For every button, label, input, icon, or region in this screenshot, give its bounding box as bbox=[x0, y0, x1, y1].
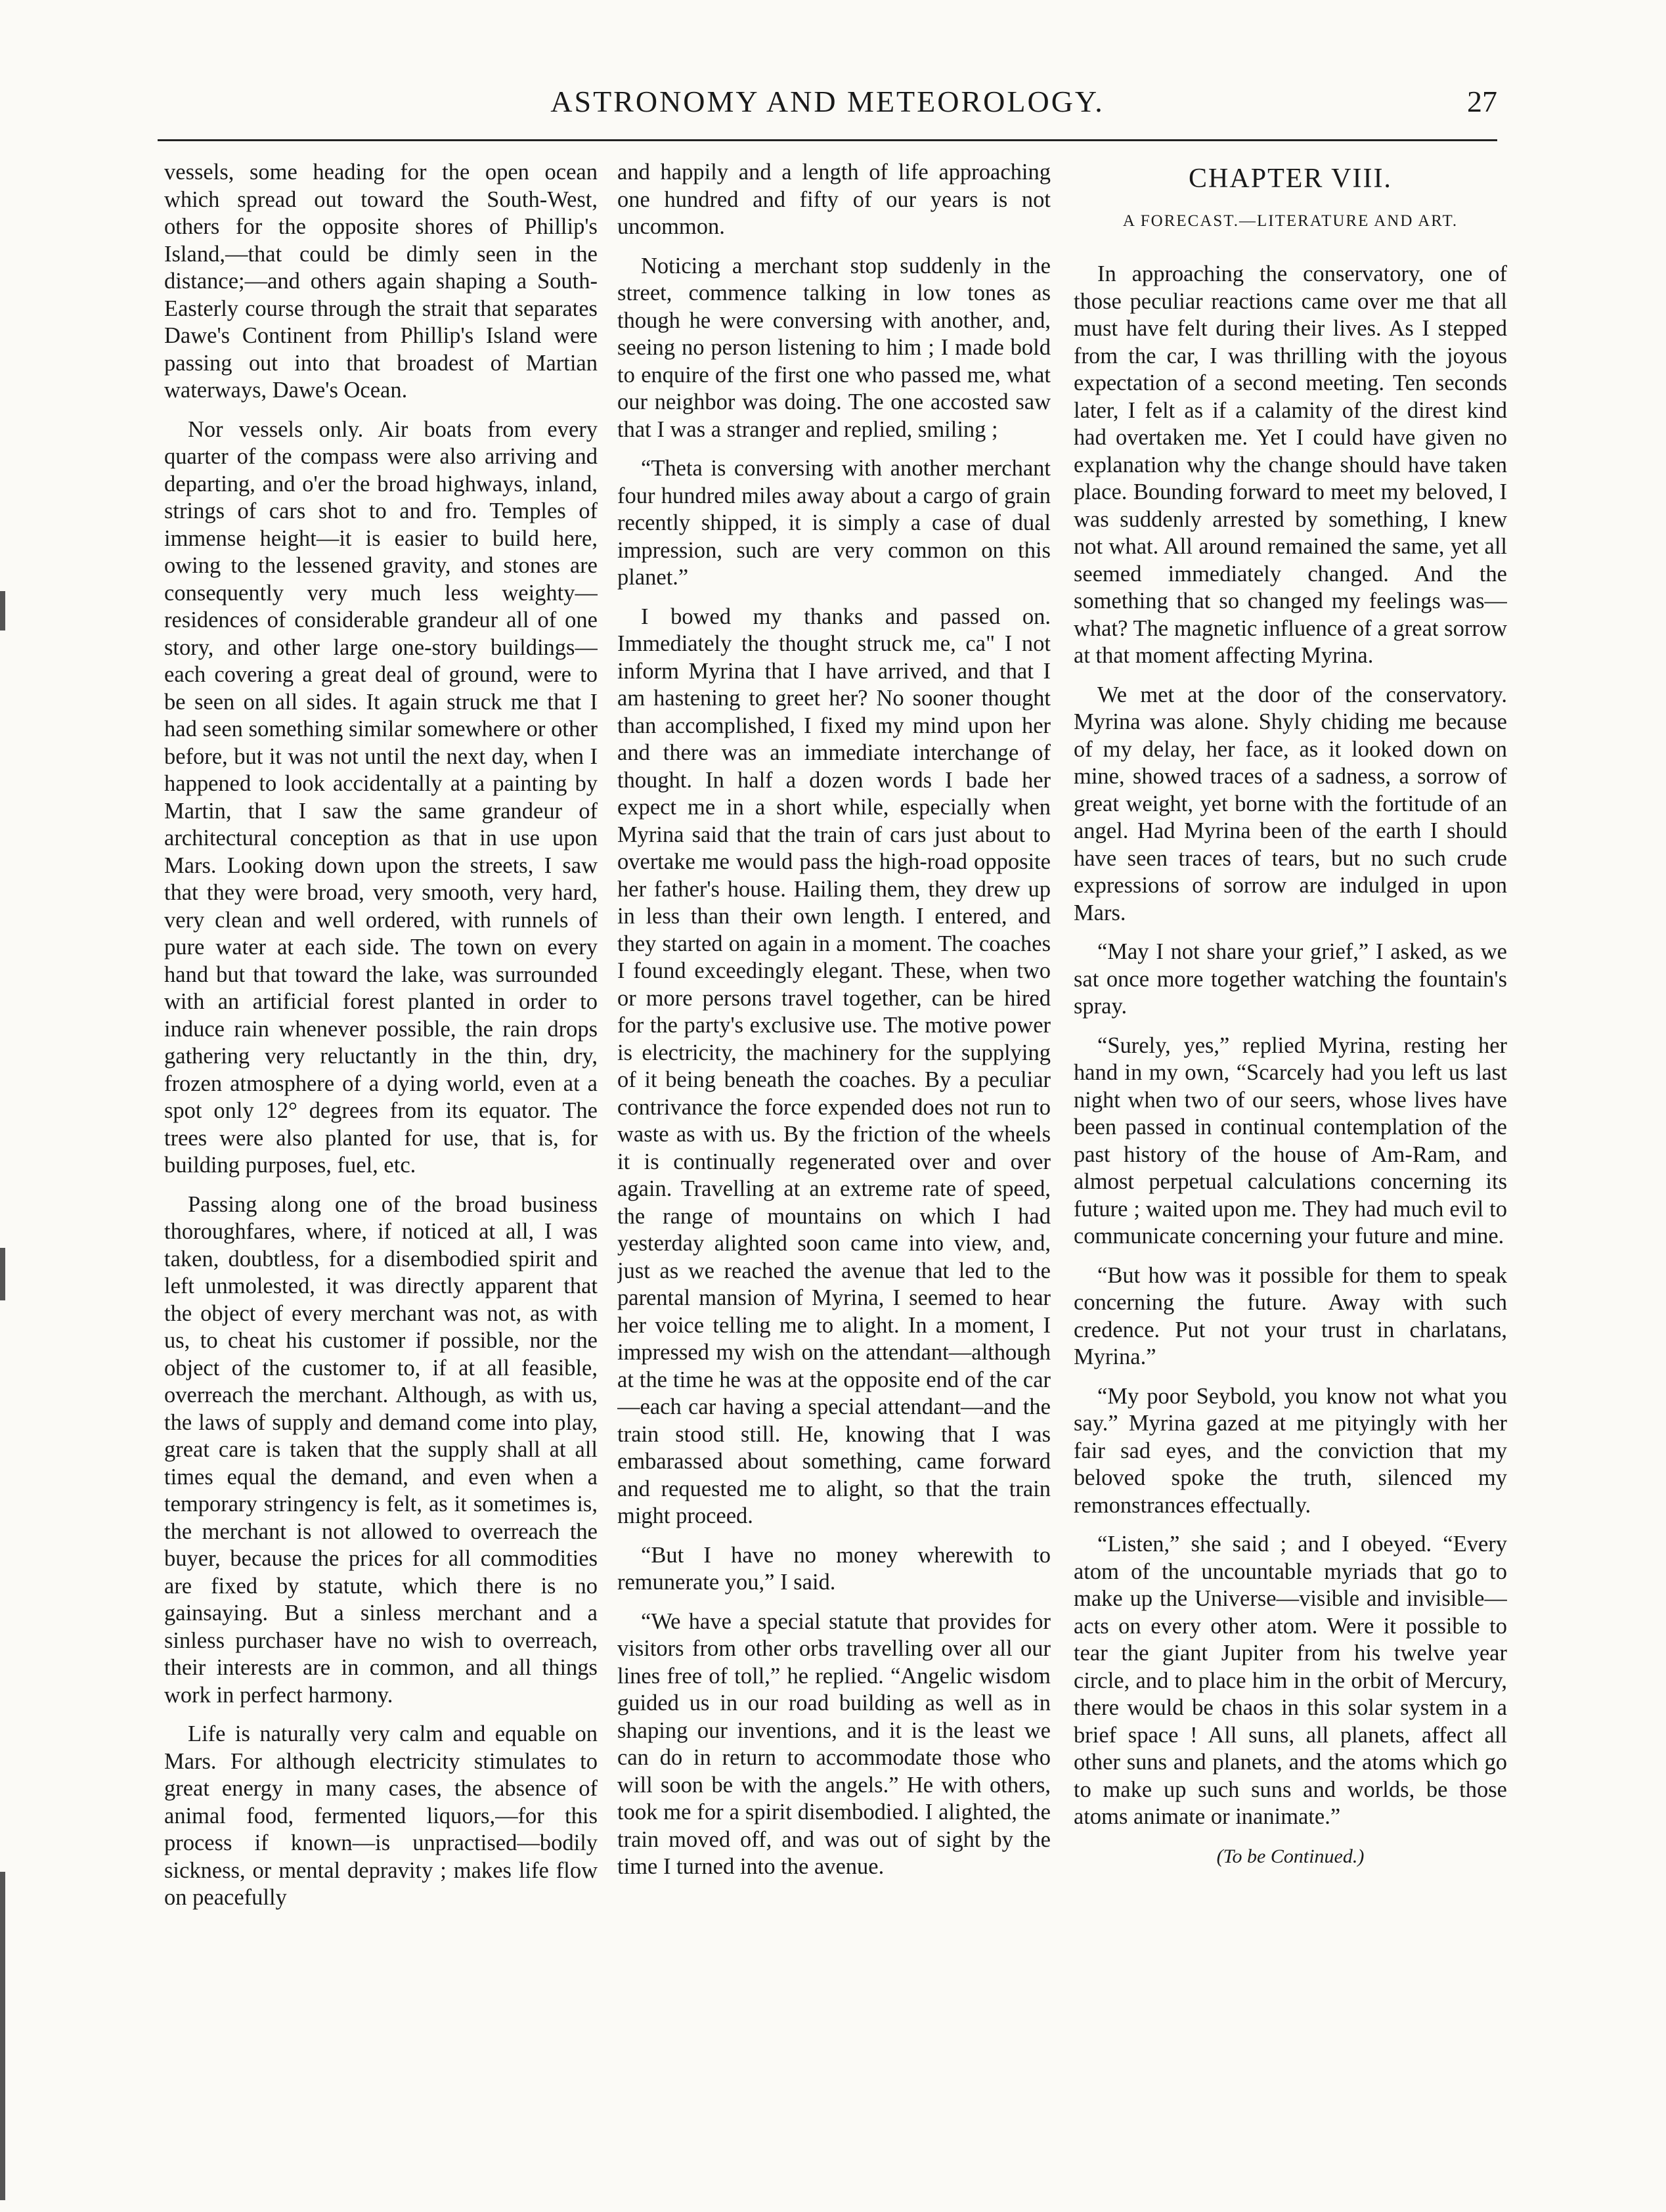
binding-edge-mark bbox=[0, 591, 5, 630]
binding-edge-mark bbox=[0, 1872, 5, 2200]
paragraph: “Listen,” she said ; and I obeyed. “Every atom of the uncountable myriads that go to make up the Universe—visible and invisible—acts on every other atom. Were it possible to tear the giant Jupiter from his twelve year circle, and to place him in the orbit of Mercury, there would be chaos in this solar system in a brief space ! All suns, all planets, affect all other suns and planets, and the atoms which go to make up such suns and worlds, be those atoms animate or inanimate.” bbox=[1074, 1532, 1507, 1829]
page-number: 27 bbox=[1467, 85, 1497, 118]
paragraph: Nor vessels only. Air boats from every quarter of the compass were also arriving and departing, and o'er the broad highways, inland, strings of cars shot to and fro. Temples of immense height—it is easier to build here, owing to the lessened gravity, and stones are consequently very much less weighty—residences of considerable grandeur all of one story, and other large one-story buildings—each covering a great deal of ground, were to be seen on all sides. It again struck me that I had seen something similar somewhere or other before, but it was not until the next day, when I happened to look accidentally at a painting by Martin, that I saw the same grandeur of architectural conception as that in use upon Mars. Looking down upon the streets, I saw that they were broad, very smooth, very hard, very clean and well ordered, with runnels of pure water at each side. The town on every hand but that toward the lake, was surrounded with an artificial forest planted in order to induce rain whenever possible, the rain drops gathering very reluctantly in the thin, dry, frozen atmosphere of a dying world, even at a spot only 12° degrees from its equator. The trees were also planted for use, that is, for building purposes, fuel, etc. bbox=[164, 416, 598, 1178]
paragraph: “My poor Seybold, you know not what you say.” Myrina gazed at me pityingly with her fair sad eyes, and the conviction that my beloved spoke the truth, silenced my remonstrances effectually. bbox=[1074, 1383, 1507, 1518]
paragraph: “Surely, yes,” replied Myrina, resting her hand in my own, “Scarcely had you left us last night when two of our seers, whose lives have been passed in continual contemplation of the past history of the house of Am-Ram, and almost perpetual calculations concerning its future ; waited upon me. They had much evil to communicate concerning your future and mine. bbox=[1074, 1032, 1507, 1249]
binding-edge-mark bbox=[0, 1248, 5, 1300]
paragraph: “We have a special statute that provides for visitors from other orbs travelling over all our lines free of toll,” he replied. “Angelic wisdom guided us in our road building as well as in shaping our inventions, and it is the least we can do in return to accommodate those who will soon be with the angels.” He with others, took me for a spirit disembodied. I alighted, the train moved off, and was out of sight by the time I turned into the avenue. bbox=[617, 1608, 1051, 1879]
page-header bbox=[158, 84, 1497, 130]
paragraph: vessels, some heading for the open ocean which spread out toward the South-West, others for the opposite shores of Phillip's Island,—that could be dimly seen in the distance;—and others again shaping a South-Easterly course through the strait that separates Dawe's Continent from Phillip's Island were passing out into that broadest of Martian waterways, Dawe's Ocean. bbox=[164, 160, 598, 403]
paragraph: “But how was it possible for them to speak concerning the future. Away with such credence. Put not your trust in charlatans, Myrina.” bbox=[1074, 1262, 1507, 1369]
paragraph: “Theta is conversing with another merchant four hundred miles away about a cargo of grain recently shipped, it is simply a case of dual impression, such are very common on this planet.” bbox=[617, 456, 1051, 590]
header-rule bbox=[158, 139, 1497, 141]
column-2 bbox=[617, 159, 1051, 2116]
column-3 bbox=[1074, 159, 1507, 2116]
chapter-title: CHAPTER VIII. bbox=[1189, 164, 1392, 194]
paragraph: “But I have no money wherewith to remunerate you,” I said. bbox=[617, 1542, 1051, 1595]
paragraph: We met at the door of the conservatory. Myrina was alone. Shyly chiding me because of my delay, her face, as it looked down on mine, showed traces of a sadness, a sorrow of great weight, yet borne with the fortitude of an angel. Had Myrina been of the earth I should have seen traces of tears, but no such crude expressions of sorrow are indulged in upon Mars. bbox=[1074, 682, 1507, 925]
paragraph: Noticing a merchant stop suddenly in the street, commence talking in low tones as though he were conversing with another, and, seeing no person listening to him ; I made bold to enquire of the first one who passed me, what our neighbor was doing. The one accosted saw that I was a stranger and replied, smiling ; bbox=[617, 253, 1051, 442]
paragraph: In approaching the conservatory, one of those peculiar reactions came over me that all must have felt during their lives. As I stepped from the car, I was thrilling with the joyous expectation of a second meeting. Ten seconds later, I felt as if a calamity of the direst kind had overtaken me. Yet I could have given no explanation why the change should have taken place. Bounding forward to meet my beloved, I was suddenly arrested by something, I knew not what. All around remained the same, yet all seemed immediately changed. And the something that so changed my feelings was—what? The magnetic influence of a great sorrow at that moment affecting Myrina. bbox=[1074, 261, 1507, 668]
column-1 bbox=[164, 159, 598, 2116]
paragraph: Life is naturally very calm and equable on Mars. For although electricity stimulates to great energy in many cases, the absence of animal food, fermented liquors,—for this process if known—is unpractised—bodily sickness, or mental depravity ; makes life flow on peacefully bbox=[164, 1721, 598, 1910]
running-title: ASTRONOMY AND METEOROLOGY. bbox=[550, 85, 1105, 118]
paragraph: and happily and a length of life approaching one hundred and fifty of our years is not uncommon. bbox=[617, 160, 1051, 239]
to-be-continued: (To be Continued.) bbox=[1216, 1845, 1365, 1867]
chapter-subtitle: A FORECAST.—LITERATURE AND ART. bbox=[1122, 211, 1458, 230]
paragraph: “May I not share your grief,” I asked, as we sat once more together watching the fountain's spray. bbox=[1074, 939, 1507, 1019]
paragraph: Passing along one of the broad business thoroughfares, where, if noticed at all, I was taken, doubtless, for a disembodied spirit and left unmolested, it was directly apparent that the object of every merchant was not, as with us, to cheat his customer if possible, nor the object of the customer to, if at all feasible, overreach the merchant. Although, as with us, the laws of supply and demand come into play, great care is taken that the supply shall at all times equal the demand, and even when a temporary stringency is felt, as it sometimes is, the merchant is not allowed to overreach the buyer, because the prices for all commodities are fixed by statute, which there is no gainsaying. But a sinless merchant and a sinless purchaser have no wish to overreach, their interests are in common, and all things work in perfect harmony. bbox=[164, 1191, 598, 1708]
paragraph: I bowed my thanks and passed on. Immediately the thought struck me, ca" I not inform Myrina that I have arrived, and that I am hastening to greet her? No sooner thought than accomplished, I fixed my mind upon her and there was an immediate interchange of thought. In half a dozen words I bade her expect me in a short while, especially when Myrina said that the train of cars just about to overtake me would pass the high-road opposite her father's house. Hailing them, they drew up in less than their own length. I entered, and they started on again in a moment. The coaches I found exceedingly elegant. These, when two or more persons travel together, can be hired for the party's exclusive use. The motive power is electricity, the machinery for the supplying of it being beneath the coaches. By a peculiar contrivance the force expended does not run to waste as with us. By the friction of the wheels it is continually regenerated over and over again. Travelling at an extreme rate of speed, the range of mountains on which I had yesterday alighted soon came into view, and, just as we reached the avenue that led to the parental mansion of Myrina, I seemed to hear her voice telling me to alight. In a moment, I impressed my wish on the attendant—although at the time he was at the opposite end of the car—each car having a special attendant—and the train stood still. He, knowing that I was embarassed about something, came forward and requested me to alight, so that the train might proceed. bbox=[617, 604, 1051, 1528]
